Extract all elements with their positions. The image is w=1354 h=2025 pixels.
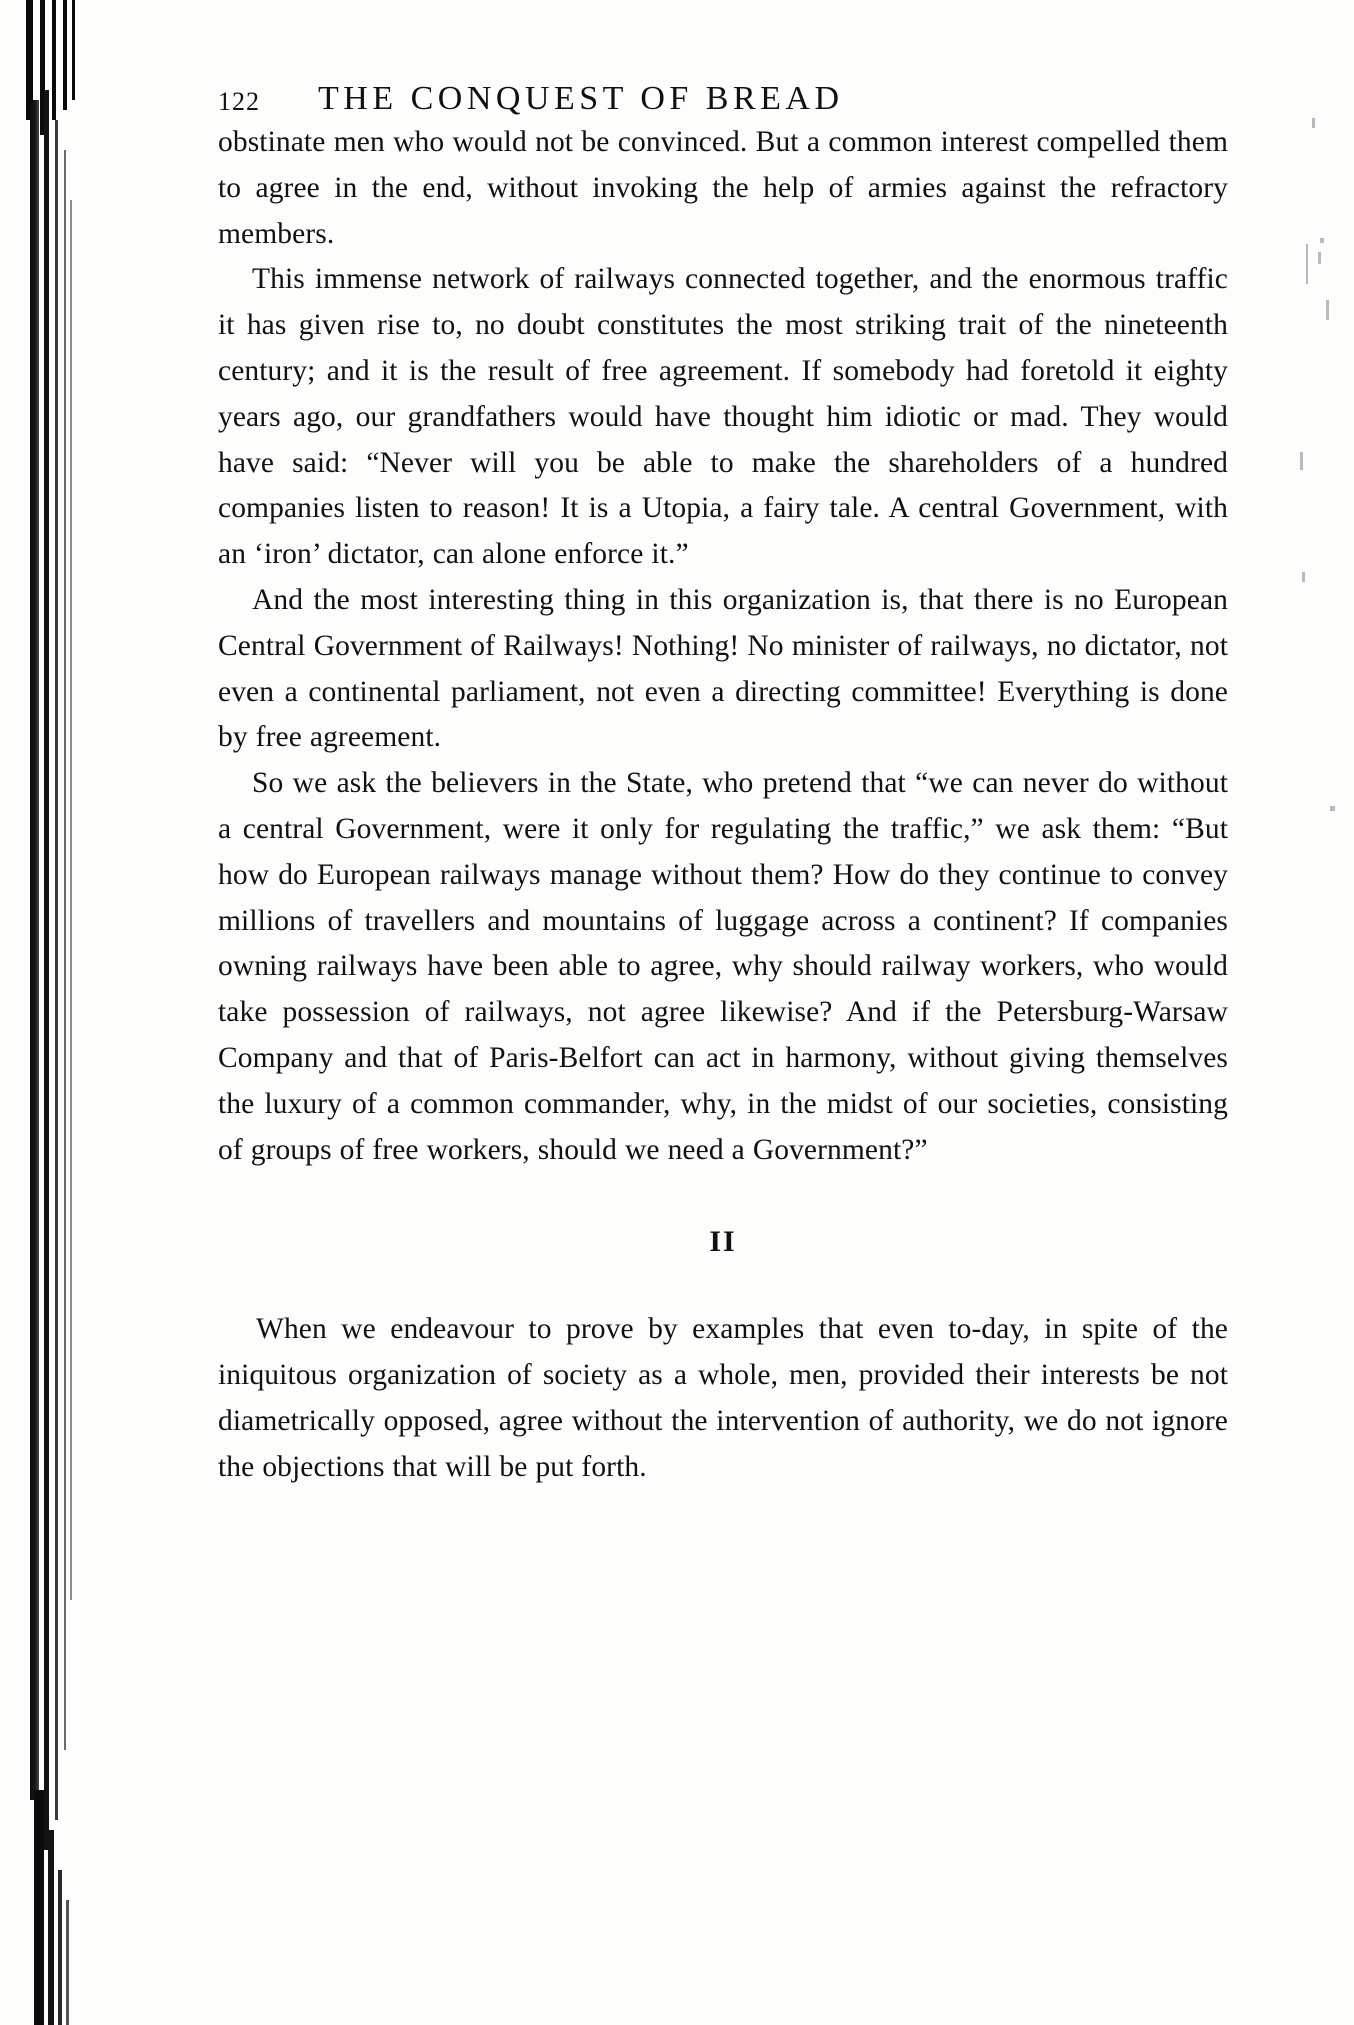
scan-speck: [1326, 300, 1329, 320]
page-content: [218, 0, 1228, 1491]
page-number: 122: [218, 87, 260, 116]
paragraph: obstinate men who would not be convinced. But a common interest compelled them to agree in the end, without invoking the help of armies against the refractory members.: [218, 126, 1228, 250]
paragraph: And the most interesting thing in this organization is, that there is no European Central Government of Railways! Nothing! No minister of railways, no dictator, not even a continental parliament, not even a directing committee! Everything is done by free agreement.: [218, 583, 1228, 754]
scan-speck: [1300, 452, 1303, 470]
body-text-after-section: [218, 1307, 1228, 1490]
section-number: II: [709, 1225, 737, 1259]
paragraph: This immense network of railways connected together, and the enormous traffic it has given rise to, no doubt constitutes the most striking trait of the nineteenth century; and it is the result of free agreement. If somebody had foretold it eighty years ago, our grandfathers would have thought him idiotic or mad. They would have said: “Never will you be able to make the shareholders of a hundred companies listen to reason! It is a Utopia, a fairy tale. A central Government, with an ‘iron’ dictator, can alone enforce it.”: [218, 263, 1228, 571]
binding-gutter-shadow: [0, 0, 105, 2025]
scan-speck: [1302, 572, 1305, 582]
scan-speck: [1320, 238, 1324, 243]
running-head: [218, 0, 1228, 120]
page-title: THE CONQUEST OF BREAD: [318, 80, 844, 117]
scan-speck: [1318, 252, 1321, 264]
scan-speck: [1312, 118, 1315, 128]
scan-speck: [1330, 806, 1335, 811]
paragraph: So we ask the believers in the State, who pretend that “we can never do without a central Government, were it only for regulating the traffic,” we ask them: “But how do European railways manage without them? How do they continue to convey millions of travellers and mountains of luggage across a continent? If companies owning railways have been able to agree, why should railway workers, who would take possession of railways, not agree likewise? And if the Petersburg-Warsaw Company and that of Paris-Belfort can act in harmony, without giving themselves the luxury of a common commander, why, in the midst of our societies, consisting of groups of free workers, should we need a Government?”: [218, 767, 1228, 1166]
scan-speck: [1306, 244, 1308, 284]
body-text: [218, 120, 1228, 1173]
paragraph: When we endeavour to prove by examples that even to-day, in spite of the iniquitous organization of society as a whole, men, provided their interests be not diametrically opposed, agree without the intervention of authority, we do not ignore the objections that will be put forth.: [218, 1313, 1228, 1483]
